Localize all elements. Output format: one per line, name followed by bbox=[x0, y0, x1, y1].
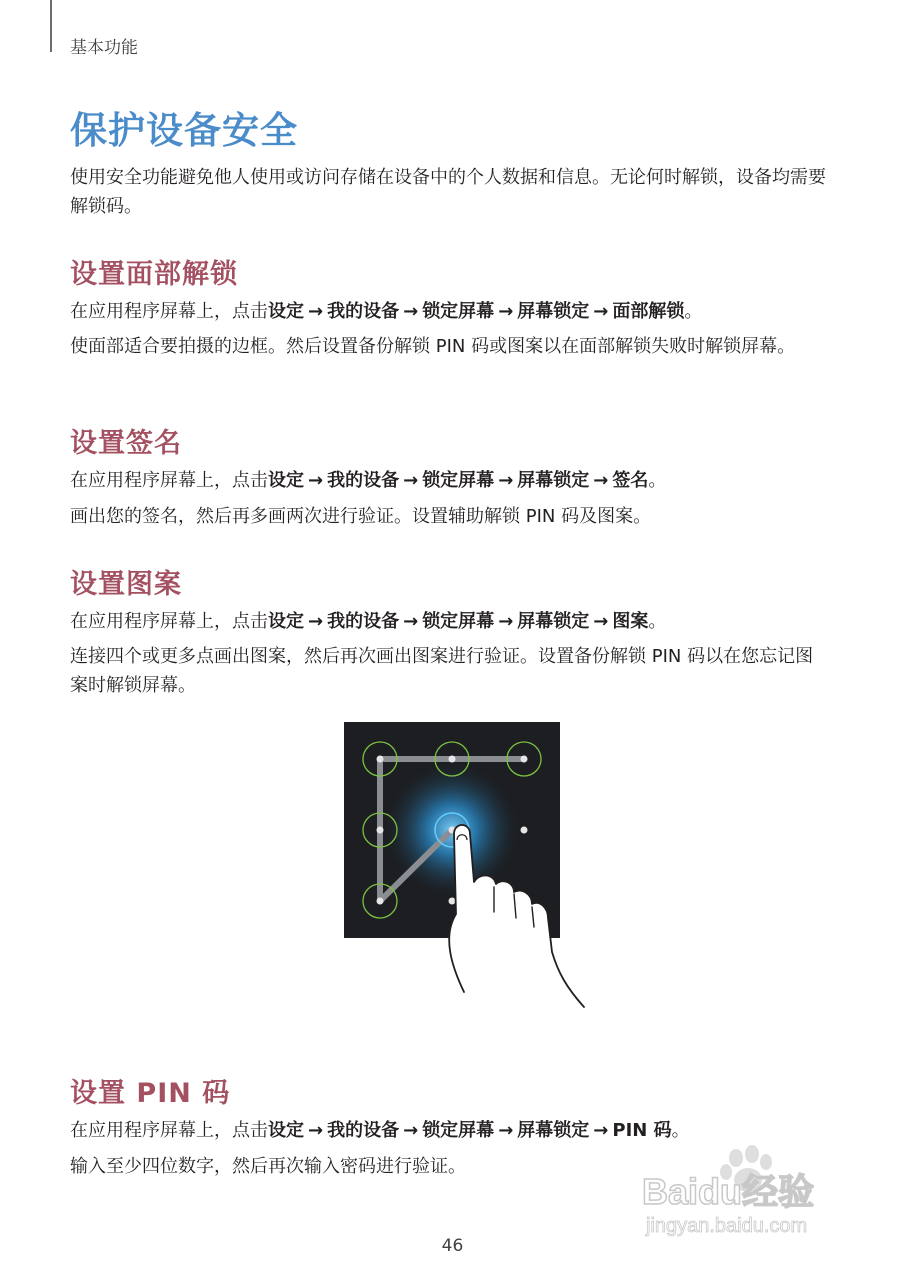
intro-paragraph: 使用安全功能避免他人使用或访问存储在设备中的个人数据和信息。无论何时解锁，设备均需要解锁码。 bbox=[70, 167, 826, 217]
path-item: 签名 bbox=[612, 470, 649, 491]
svg-text:jingyan.baidu.com: jingyan.baidu.com bbox=[646, 1215, 808, 1237]
section-body-face-unlock: 使面部适合要拍摄的边框。然后设置备份解锁 PIN 码或图案以在面部解锁失败时解锁屏幕。 bbox=[70, 336, 796, 357]
arrow-icon: → bbox=[403, 611, 419, 632]
arrow-icon: → bbox=[403, 470, 419, 491]
path-item: 我的设备 bbox=[327, 301, 400, 322]
pattern-dot bbox=[377, 898, 384, 905]
path-item: 锁定屏幕 bbox=[422, 1120, 495, 1141]
pattern-dot bbox=[377, 756, 384, 763]
step-path-face-unlock bbox=[70, 297, 840, 326]
arrow-icon: → bbox=[498, 470, 514, 491]
step-prefix: 在应用程序屏幕上，点击 bbox=[70, 301, 268, 322]
header-rule bbox=[50, 0, 52, 52]
arrow-icon: → bbox=[593, 301, 609, 322]
step-prefix: 在应用程序屏幕上，点击 bbox=[70, 1120, 268, 1141]
path-item: 屏幕锁定 bbox=[517, 470, 590, 491]
arrow-icon: → bbox=[403, 1120, 419, 1141]
path-item: 图案 bbox=[612, 611, 649, 632]
pattern-dot bbox=[521, 827, 528, 834]
step-prefix: 在应用程序屏幕上，点击 bbox=[70, 470, 268, 491]
step-suffix: 。 bbox=[648, 470, 667, 491]
arrow-icon: → bbox=[593, 611, 609, 632]
path-item: 我的设备 bbox=[327, 1120, 400, 1141]
arrow-icon: → bbox=[498, 611, 514, 632]
path-item: 设定 bbox=[268, 470, 304, 491]
path-item: 屏幕锁定 bbox=[517, 301, 590, 322]
arrow-icon: → bbox=[498, 301, 514, 322]
path-item: 设定 bbox=[268, 611, 304, 632]
arrow-icon: → bbox=[593, 1120, 609, 1141]
path-item: 锁定屏幕 bbox=[422, 301, 495, 322]
path-item: 屏幕锁定 bbox=[517, 1120, 590, 1141]
path-item: 锁定屏幕 bbox=[422, 470, 495, 491]
path-item: 我的设备 bbox=[327, 470, 400, 491]
section-heading-pattern: 设置图案 bbox=[70, 569, 182, 600]
section-body-pattern: 连接四个或更多点画出图案，然后再次画出图案进行验证。设置备份解锁 PIN 码以在您忘记图案时解锁屏幕。 bbox=[70, 646, 814, 696]
arrow-icon: → bbox=[308, 470, 324, 491]
svg-text:Baidu经验: Baidu经验 bbox=[642, 1171, 815, 1212]
path-item: 设定 bbox=[268, 1120, 304, 1141]
arrow-icon: → bbox=[308, 1120, 324, 1141]
step-suffix: 。 bbox=[671, 1120, 690, 1141]
baidu-jingyan-watermark-logo bbox=[640, 1142, 860, 1242]
arrow-icon: → bbox=[308, 301, 324, 322]
pattern-dot bbox=[449, 898, 456, 905]
step-path-pattern bbox=[70, 607, 840, 636]
path-item: PIN 码 bbox=[612, 1120, 672, 1141]
arrow-icon: → bbox=[403, 301, 419, 322]
arrow-icon: → bbox=[498, 1120, 514, 1141]
section-heading-signature: 设置签名 bbox=[70, 428, 182, 459]
step-suffix: 。 bbox=[648, 611, 667, 632]
arrow-icon: → bbox=[593, 470, 609, 491]
section-body-pin: 输入至少四位数字，然后再次输入密码进行验证。 bbox=[70, 1156, 466, 1177]
section-heading-pin: 设置 PIN 码 bbox=[70, 1078, 231, 1109]
running-header: 基本功能 bbox=[70, 38, 138, 58]
step-path-signature bbox=[70, 466, 840, 495]
pattern-dot bbox=[449, 756, 456, 763]
path-item: 屏幕锁定 bbox=[517, 611, 590, 632]
step-suffix: 。 bbox=[684, 301, 703, 322]
step-path-pin bbox=[70, 1116, 840, 1145]
pattern-dot bbox=[377, 827, 384, 834]
step-prefix: 在应用程序屏幕上，点击 bbox=[70, 611, 268, 632]
path-item: 锁定屏幕 bbox=[422, 611, 495, 632]
page-number: 46 bbox=[441, 1236, 464, 1256]
path-item: 面部解锁 bbox=[612, 301, 685, 322]
section-heading-face-unlock: 设置面部解锁 bbox=[70, 259, 238, 290]
path-item: 我的设备 bbox=[327, 611, 400, 632]
section-body-signature: 画出您的签名，然后再多画两次进行验证。设置辅助解锁 PIN 码及图案。 bbox=[70, 506, 652, 527]
arrow-icon: → bbox=[308, 611, 324, 632]
page-title: 保护设备安全 bbox=[70, 109, 298, 152]
pattern-dot bbox=[521, 756, 528, 763]
path-item: 设定 bbox=[268, 301, 304, 322]
pattern-lock-illustration-icon bbox=[344, 722, 594, 1027]
